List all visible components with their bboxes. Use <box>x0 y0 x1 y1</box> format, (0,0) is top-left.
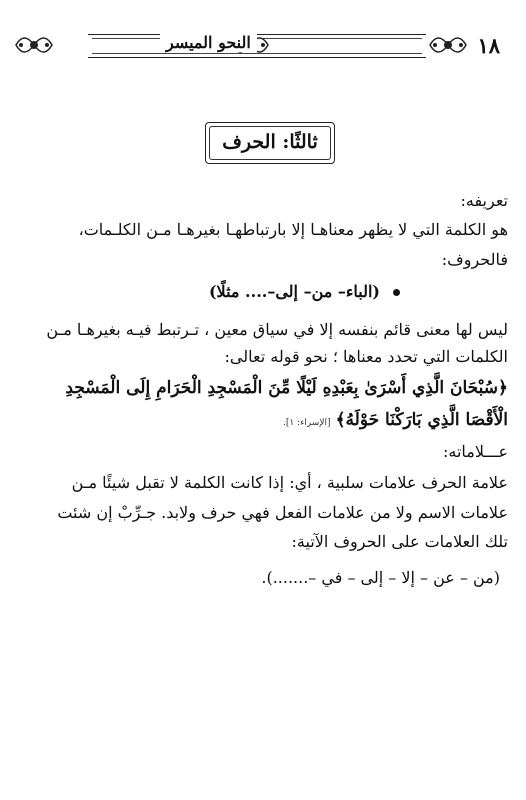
paragraph-line-1: ليس لها معنى قائم بنفسه إلا في سياق معين ، تـرتبط فيـه بغيرهـا مـن <box>46 320 508 339</box>
page-number: ١٨ <box>477 33 500 58</box>
section-title-box <box>205 122 335 164</box>
signs-line-1: علامة الحرف علامات سلبية ، أي: إذا كانت الكلمة لا تقبل شيئًا مـن <box>71 473 508 492</box>
bullet-icon <box>393 289 400 296</box>
quran-verse-line-2: الْأَقْصَا الَّذِي بَارَكْنَا حَوْلَهُ﴾ <box>335 410 508 430</box>
book-title: النحو الميسر <box>160 33 257 52</box>
final-example: (من – عن – إلا – إلى – في –.......). <box>261 568 500 587</box>
quran-verse-line-2-row <box>283 408 508 435</box>
paragraph-line-2: الكلمات التي تحدد معناها ؛ نحو قوله تعالى: <box>224 347 508 366</box>
quran-verse-line-1: ﴿سُبْحَانَ الَّذِي أَسْرَىٰ بِعَبْدِهِ لَيْلًا مِّنَ الْمَسْجِدِ الْحَرَامِ إِلَى الْمَسْجِدِ <box>65 378 508 398</box>
definition-text: هو الكلمة التي لا يظهر معناهـا إلا بارتباطهـا بغيرهـا مـن الكلـمات، <box>78 220 508 239</box>
signs-label: عـــلاماته: <box>442 442 508 461</box>
section-title: ثالثًا: الحرف <box>222 131 318 153</box>
ornament-left-icon <box>12 28 56 62</box>
signs-line-3: تلك العلامات على الحروف الآتية: <box>291 532 508 551</box>
letters-label: فالحروف: <box>441 250 508 269</box>
page-header <box>10 26 516 64</box>
definition-label: تعريفه: <box>460 191 508 210</box>
ornament-right-icon <box>426 28 470 62</box>
example-bullet-text: (الباء– من– إلى–.... مثلًا) <box>208 282 380 301</box>
quran-citation: [الإسراء: ١]. <box>282 418 331 428</box>
signs-line-2: علامات الاسم ولا من علامات الفعل فهي حرف ولابد. جـرِّبْ إن شئت <box>57 503 508 522</box>
